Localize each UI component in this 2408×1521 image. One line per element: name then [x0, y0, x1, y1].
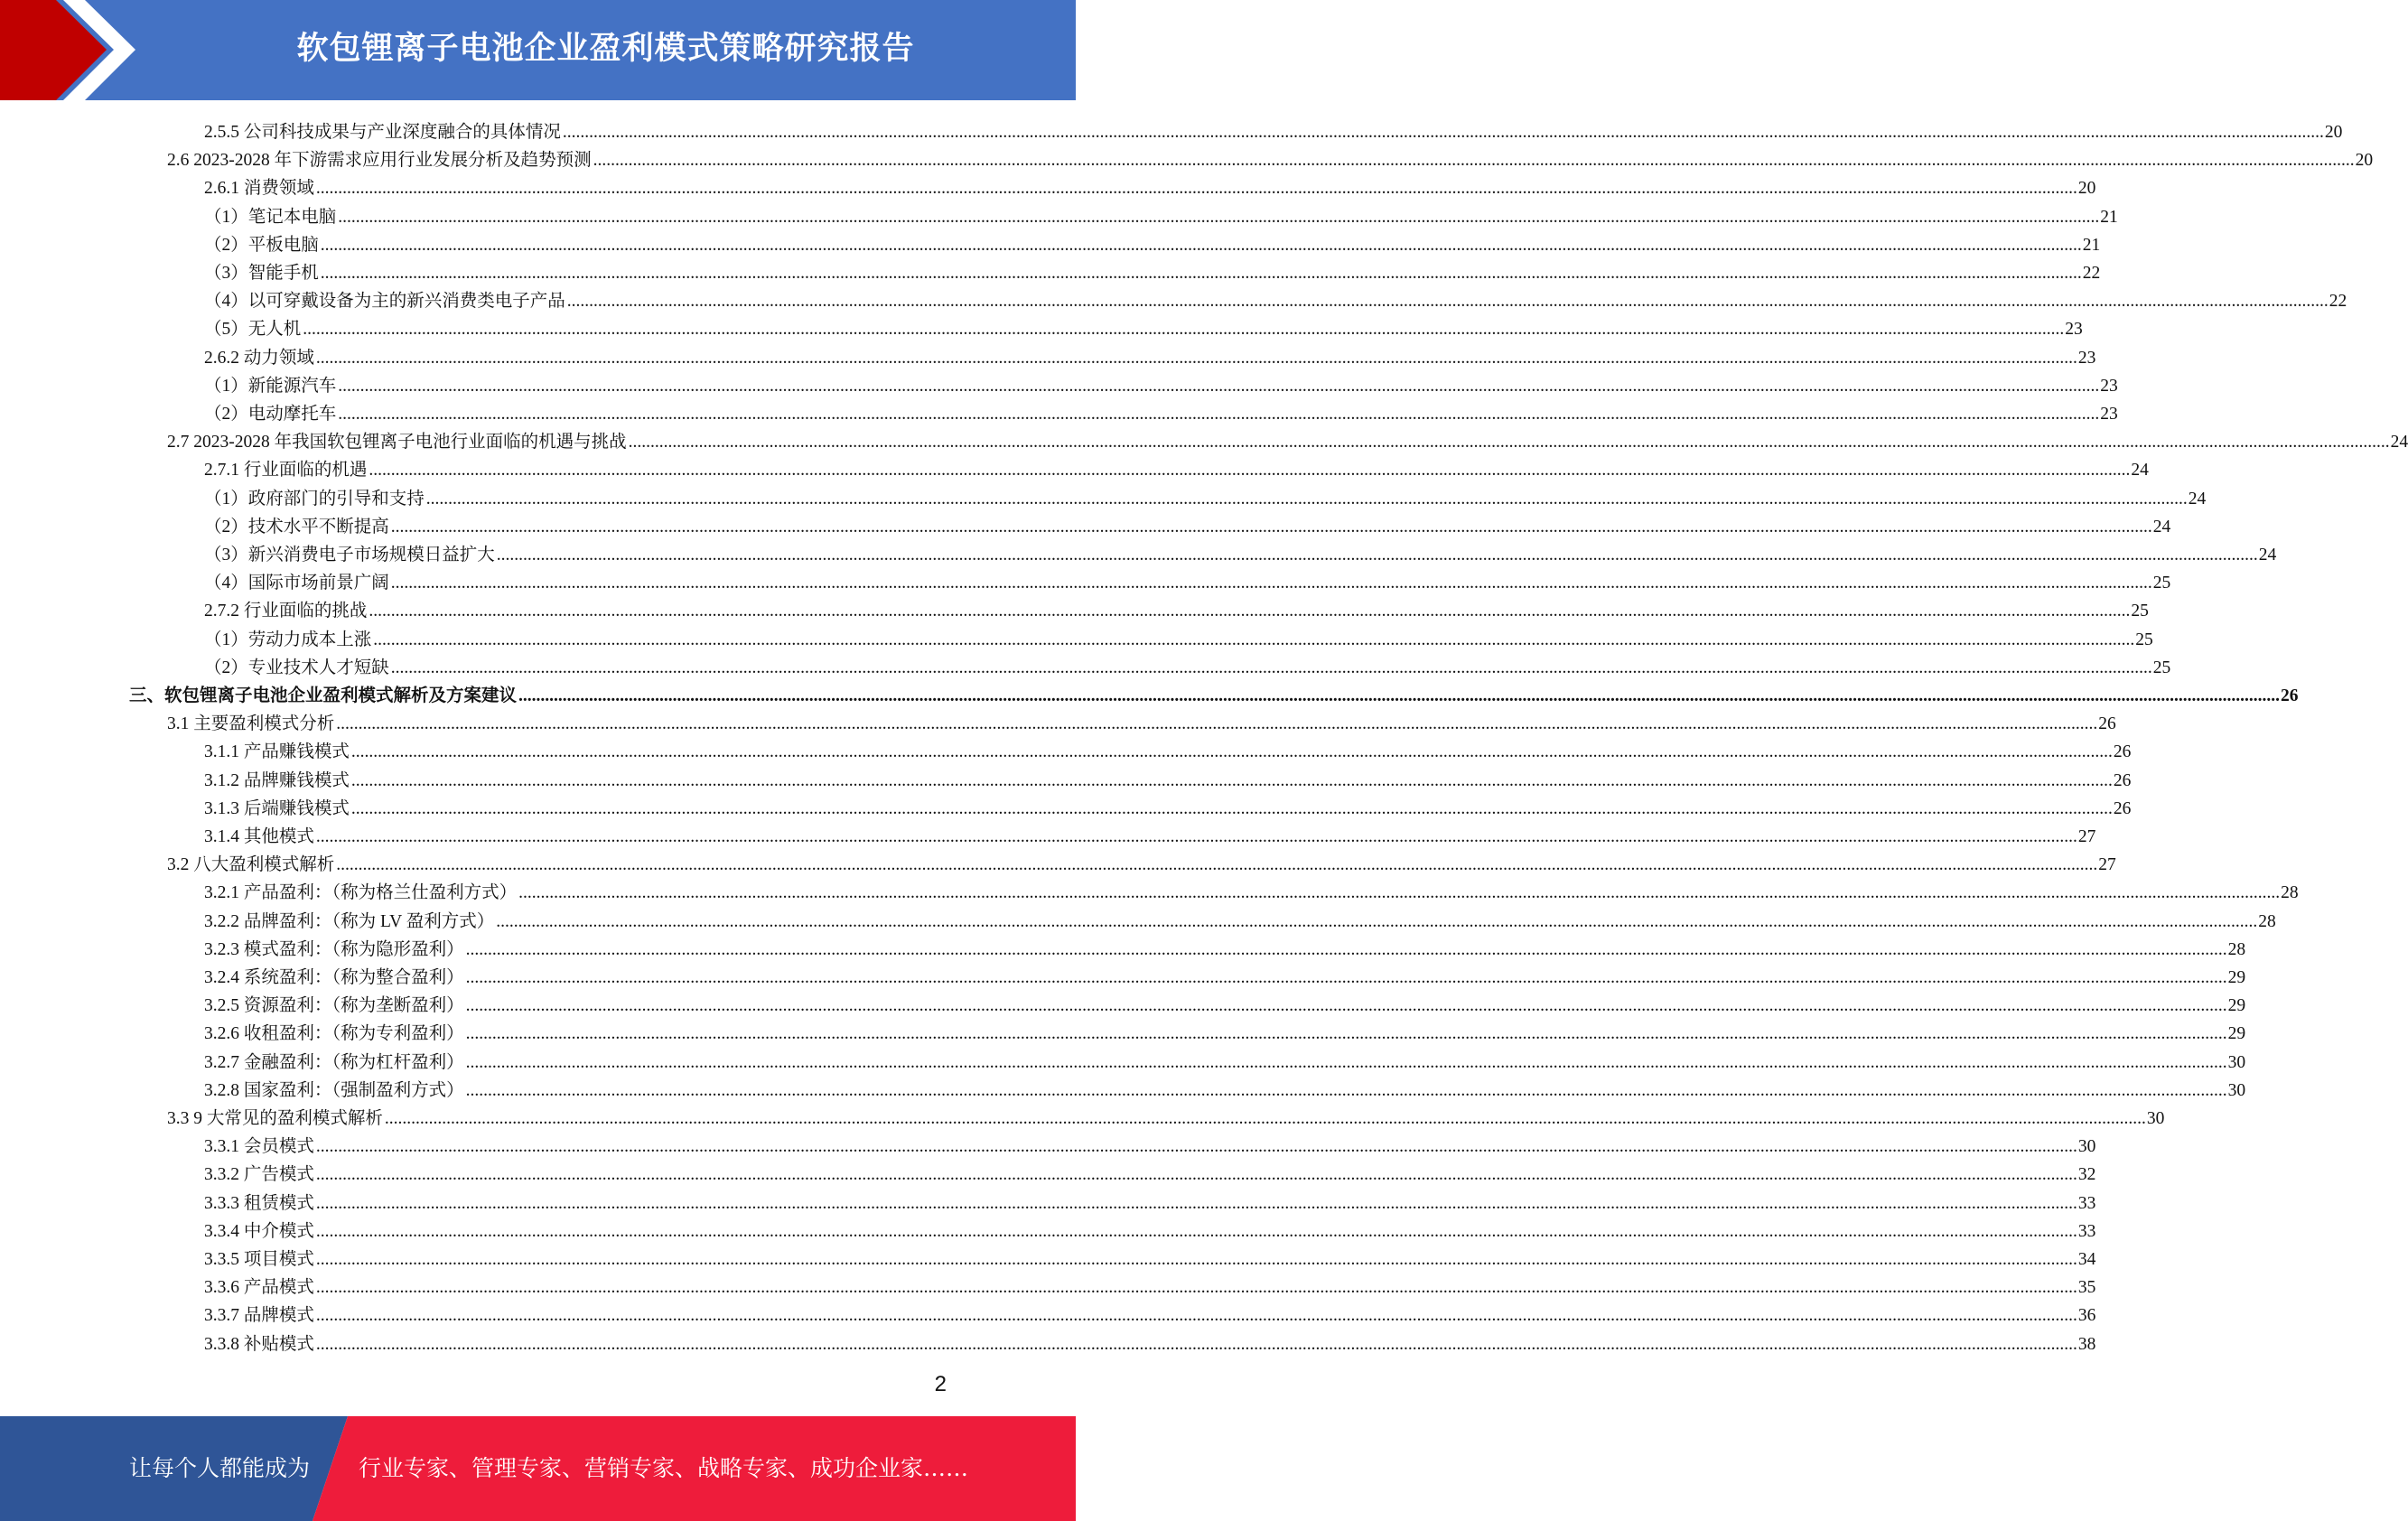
- toc-entry-title: 3.2.7 金融盈利：（称为杠杆盈利）: [204, 1052, 464, 1072]
- toc-leader-dots: ................................................................................................................................................................................................................................................................................................................................................................................................................: [562, 123, 2324, 142]
- toc-entry-title: 3.1 主要盈利模式分析: [167, 714, 335, 734]
- toc-entry[interactable]: [204, 538, 2277, 566]
- toc-entry-page: 26: [2098, 714, 2116, 734]
- toc-entry[interactable]: [204, 989, 2246, 1017]
- toc-leader-dots: ................................................................................................................................................................................................................................................................................................................................................................................................................: [338, 376, 2100, 396]
- toc-entry-title: 3.3.5 项目模式: [204, 1250, 314, 1269]
- toc-entry-title: 3.1.4 其他模式: [204, 827, 314, 846]
- toc-entry[interactable]: [204, 201, 2118, 229]
- toc-entry-page: 29: [2227, 968, 2246, 987]
- toc-entry-page: 33: [2077, 1193, 2096, 1213]
- toc-entry-page: 29: [2227, 1024, 2246, 1044]
- toc-entry-title: 3.2.1 产品盈利：（称为格兰仕盈利方式）: [204, 883, 518, 903]
- toc-entry-title: 3.2.3 模式盈利：（称为隐形盈利）: [204, 939, 464, 959]
- toc-entry[interactable]: [204, 623, 2153, 651]
- toc-entry[interactable]: [204, 116, 2343, 144]
- toc-entry[interactable]: [204, 764, 2132, 792]
- toc-leader-dots: ................................................................................................................................................................................................................................................................................................................................................................................................................: [315, 1334, 2077, 1354]
- page-header: [0, 0, 1076, 100]
- footer-slogan-right: 行业专家、管理专家、营销专家、战略专家、成功企业家……: [359, 1455, 969, 1481]
- toc-leader-dots: ................................................................................................................................................................................................................................................................................................................................................................................................................: [384, 1109, 2146, 1128]
- toc-entry-page: 24: [2258, 546, 2277, 565]
- toc-entry[interactable]: [204, 1243, 2096, 1271]
- toc-leader-dots: ................................................................................................................................................................................................................................................................................................................................................................................................................: [336, 855, 2098, 875]
- toc-entry-title: （4）国际市场前景广阔: [204, 574, 389, 593]
- toc-entry[interactable]: [167, 144, 2374, 172]
- toc-entry-page: 24: [2152, 517, 2171, 537]
- toc-leader-dots: ................................................................................................................................................................................................................................................................................................................................................................................................................: [593, 151, 2355, 171]
- toc-entry-page: 25: [2131, 602, 2149, 621]
- toc-entry[interactable]: [204, 961, 2246, 989]
- toc-entry-page: 23: [2065, 320, 2083, 340]
- toc-entry-title: 3.3.1 会员模式: [204, 1137, 314, 1157]
- toc-entry-title: （1）新能源汽车: [204, 376, 337, 396]
- toc-entry[interactable]: [204, 313, 2083, 341]
- toc-entry-page: 25: [2152, 574, 2171, 593]
- toc-leader-dots: ................................................................................................................................................................................................................................................................................................................................................................................................................: [315, 1193, 2077, 1213]
- toc-entry[interactable]: [204, 257, 2101, 285]
- toc-leader-dots: ................................................................................................................................................................................................................................................................................................................................................................................................................: [315, 1137, 2077, 1157]
- toc-leader-dots: ................................................................................................................................................................................................................................................................................................................................................................................................................: [518, 686, 2281, 705]
- toc-leader-dots: ................................................................................................................................................................................................................................................................................................................................................................................................................: [303, 320, 2065, 340]
- toc-leader-dots: ................................................................................................................................................................................................................................................................................................................................................................................................................: [465, 939, 2227, 959]
- toc-entry-title: 2.6 2023-2028 年下游需求应用行业发展分析及趋势预测: [167, 151, 592, 171]
- toc-entry[interactable]: [204, 285, 2347, 313]
- toc-entry-page: 36: [2077, 1306, 2096, 1326]
- toc-leader-dots: ................................................................................................................................................................................................................................................................................................................................................................................................................: [336, 714, 2098, 734]
- toc-leader-dots: ................................................................................................................................................................................................................................................................................................................................................................................................................: [518, 883, 2281, 903]
- toc-leader-dots: ................................................................................................................................................................................................................................................................................................................................................................................................................: [369, 461, 2131, 481]
- toc-entry-title: 3.3.7 品牌模式: [204, 1306, 314, 1326]
- toc-entry-page: 23: [2100, 405, 2118, 424]
- toc-leader-dots: ................................................................................................................................................................................................................................................................................................................................................................................................................: [315, 348, 2077, 368]
- toc-entry-title: （1）劳动力成本上涨: [204, 630, 372, 649]
- toc-entry[interactable]: [204, 1328, 2096, 1356]
- toc-entry[interactable]: [204, 792, 2132, 820]
- toc-entry[interactable]: [204, 1074, 2246, 1102]
- toc-entry[interactable]: [167, 1102, 2165, 1130]
- toc-entry-title: 2.6.1 消费领域: [204, 179, 314, 199]
- toc-entry[interactable]: [167, 425, 2408, 453]
- toc-leader-dots: ................................................................................................................................................................................................................................................................................................................................................................................................................: [320, 235, 2082, 255]
- document-title: 软包锂离子电池企业盈利模式策略研究报告: [296, 31, 915, 67]
- toc-entry-title: （4）以可穿戴设备为主的新兴消费类电子产品: [204, 292, 565, 312]
- toc-leader-dots: ................................................................................................................................................................................................................................................................................................................................................................................................................: [350, 770, 2113, 790]
- toc-entry-page: 28: [2227, 939, 2246, 959]
- toc-entry-title: 3.2.4 系统盈利：（称为整合盈利）: [204, 968, 464, 987]
- toc-leader-dots: ................................................................................................................................................................................................................................................................................................................................................................................................................: [315, 827, 2077, 846]
- toc-entry-page: 33: [2077, 1221, 2096, 1241]
- toc-entry-title: 3.3.8 补贴模式: [204, 1334, 314, 1354]
- toc-entry-title: （3）新兴消费电子市场规模日益扩大: [204, 546, 495, 565]
- toc-entry-page: 24: [2390, 433, 2408, 453]
- toc-entry[interactable]: [129, 679, 2299, 707]
- toc-entry-title: 3.1.2 品牌赚钱模式: [204, 770, 350, 790]
- toc-entry-page: 20: [2077, 179, 2096, 199]
- toc-entry-title: 3.2.8 国家盈利：（强制盈利方式）: [204, 1080, 464, 1100]
- toc-entry[interactable]: [204, 453, 2149, 481]
- toc-entry[interactable]: [204, 369, 2118, 397]
- toc-leader-dots: ................................................................................................................................................................................................................................................................................................................................................................................................................: [315, 1306, 2077, 1326]
- toc-entry-title: 3.2 八大盈利模式解析: [167, 855, 335, 875]
- toc-entry[interactable]: [167, 848, 2116, 876]
- toc-entry[interactable]: [204, 172, 2096, 200]
- toc-entry-title: 2.7 2023-2028 年我国软包锂离子电池行业面临的机遇与挑战: [167, 433, 627, 453]
- toc-leader-dots: ................................................................................................................................................................................................................................................................................................................................................................................................................: [465, 1080, 2227, 1100]
- toc-entry-title: 3.3 9 大常见的盈利模式解析: [167, 1109, 383, 1128]
- toc-entry-title: 3.3.3 租赁模式: [204, 1193, 314, 1213]
- toc-entry-title: 2.7.2 行业面临的挑战: [204, 602, 368, 621]
- toc-entry-page: 34: [2077, 1250, 2096, 1269]
- page-number: 2: [934, 1372, 947, 1396]
- toc-entry-page: 25: [2152, 658, 2171, 677]
- toc-entry[interactable]: [204, 1158, 2096, 1186]
- toc-entry-title: 3.3.6 产品模式: [204, 1278, 314, 1298]
- toc-entry-title: （3）智能手机: [204, 264, 319, 283]
- toc-entry-title: 三、软包锂离子电池企业盈利模式解析及方案建议: [129, 686, 518, 705]
- toc-leader-dots: ................................................................................................................................................................................................................................................................................................................................................................................................................: [350, 742, 2113, 762]
- toc-entry[interactable]: [204, 482, 2207, 510]
- toc-entry[interactable]: [167, 707, 2116, 735]
- toc-entry-title: （1）笔记本电脑: [204, 207, 337, 227]
- toc-entry-title: 3.2.5 资源盈利：（称为垄断盈利）: [204, 996, 464, 1016]
- toc-entry-title: 3.1.3 后端赚钱模式: [204, 798, 350, 818]
- toc-entry-page: 26: [2113, 798, 2132, 818]
- toc-entry-title: 3.2.6 收租盈利：（称为专利盈利）: [204, 1024, 464, 1044]
- toc-entry-page: 25: [2135, 630, 2153, 649]
- toc-leader-dots: ................................................................................................................................................................................................................................................................................................................................................................................................................: [496, 546, 2258, 565]
- toc-leader-dots: ................................................................................................................................................................................................................................................................................................................................................................................................................: [390, 517, 2152, 537]
- toc-entry[interactable]: [204, 594, 2149, 622]
- toc-entry[interactable]: [204, 933, 2246, 961]
- toc-entry[interactable]: [204, 1187, 2096, 1215]
- toc-entry-page: 24: [2188, 489, 2207, 509]
- toc-entry-page: 29: [2227, 996, 2246, 1016]
- toc-entry[interactable]: [204, 735, 2132, 763]
- toc-entry-page: 26: [2281, 686, 2299, 705]
- toc-leader-dots: ................................................................................................................................................................................................................................................................................................................................................................................................................: [465, 996, 2227, 1016]
- toc-entry-title: 3.3.4 中介模式: [204, 1221, 314, 1241]
- toc-entry-page: 30: [2077, 1137, 2096, 1157]
- toc-entry[interactable]: [204, 1299, 2096, 1327]
- toc-entry[interactable]: [204, 905, 2276, 933]
- toc-leader-dots: ................................................................................................................................................................................................................................................................................................................................................................................................................: [390, 574, 2152, 593]
- toc-entry[interactable]: [204, 229, 2101, 257]
- toc-entry-page: 22: [2329, 292, 2347, 312]
- toc-entry-page: 27: [2077, 827, 2096, 846]
- toc-leader-dots: ................................................................................................................................................................................................................................................................................................................................................................................................................: [373, 630, 2135, 649]
- toc-leader-dots: ................................................................................................................................................................................................................................................................................................................................................................................................................: [315, 1165, 2077, 1185]
- toc-entry-page: 24: [2131, 461, 2149, 481]
- page-footer: [0, 1416, 1076, 1521]
- toc-entry-title: （2）技术水平不断提高: [204, 517, 389, 537]
- toc-entry-page: 30: [2146, 1109, 2165, 1128]
- toc-leader-dots: ................................................................................................................................................................................................................................................................................................................................................................................................................: [315, 1221, 2077, 1241]
- toc-entry-title: （2）专业技术人才短缺: [204, 658, 389, 677]
- toc-entry-page: 38: [2077, 1334, 2096, 1354]
- toc-leader-dots: ................................................................................................................................................................................................................................................................................................................................................................................................................: [320, 264, 2082, 283]
- toc-entry-title: 2.6.2 动力领域: [204, 348, 314, 368]
- toc-leader-dots: ................................................................................................................................................................................................................................................................................................................................................................................................................: [465, 968, 2227, 987]
- toc-entry[interactable]: [204, 1130, 2096, 1158]
- toc-entry-page: 21: [2082, 235, 2101, 255]
- toc-entry-page: 35: [2077, 1278, 2096, 1298]
- toc-entry[interactable]: [204, 1017, 2246, 1045]
- toc-leader-dots: ................................................................................................................................................................................................................................................................................................................................................................................................................: [390, 658, 2152, 677]
- toc-leader-dots: ................................................................................................................................................................................................................................................................................................................................................................................................................: [465, 1052, 2227, 1072]
- toc-leader-dots: ................................................................................................................................................................................................................................................................................................................................................................................................................: [315, 179, 2077, 199]
- toc-leader-dots: ................................................................................................................................................................................................................................................................................................................................................................................................................: [315, 1250, 2077, 1269]
- toc-entry-page: 20: [2355, 151, 2374, 171]
- toc-entry-page: 28: [2281, 883, 2299, 903]
- toc-entry-title: 3.2.2 品牌盈利：（称为 LV 盈利方式）: [204, 911, 495, 931]
- toc-entry[interactable]: [204, 510, 2171, 538]
- toc-entry-page: 30: [2227, 1080, 2246, 1100]
- toc-entry-page: 32: [2077, 1165, 2096, 1185]
- toc-entry-title: （2）电动摩托车: [204, 405, 337, 424]
- toc-entry-page: 30: [2227, 1052, 2246, 1072]
- toc-entry[interactable]: [204, 341, 2096, 369]
- toc-leader-dots: ................................................................................................................................................................................................................................................................................................................................................................................................................: [338, 207, 2100, 227]
- toc-entry-page: 27: [2098, 855, 2116, 875]
- toc-entry-page: 26: [2113, 770, 2132, 790]
- toc-entry-page: 23: [2100, 376, 2118, 396]
- toc-entry-title: 2.5.5 公司科技成果与产业深度融合的具体情况: [204, 123, 561, 142]
- toc-leader-dots: ................................................................................................................................................................................................................................................................................................................................................................................................................: [338, 405, 2100, 424]
- footer-slogan-left: 让每个人都能成为: [129, 1455, 311, 1481]
- toc-entry-page: 21: [2100, 207, 2118, 227]
- toc-entry[interactable]: [204, 566, 2171, 594]
- toc-entry-title: （2）平板电脑: [204, 235, 319, 255]
- toc-entry[interactable]: [204, 820, 2096, 848]
- toc-leader-dots: ................................................................................................................................................................................................................................................................................................................................................................................................................: [496, 911, 2258, 931]
- toc-entry[interactable]: [204, 1271, 2096, 1299]
- toc-entry-title: 3.1.1 产品赚钱模式: [204, 742, 350, 762]
- toc-entry[interactable]: [204, 876, 2299, 904]
- toc-entry-page: 23: [2077, 348, 2096, 368]
- toc-entry-title: （5）无人机: [204, 320, 302, 340]
- toc-leader-dots: ................................................................................................................................................................................................................................................................................................................................................................................................................: [369, 602, 2131, 621]
- toc-leader-dots: ................................................................................................................................................................................................................................................................................................................................................................................................................: [315, 1278, 2077, 1298]
- toc-entry-page: 20: [2324, 123, 2343, 142]
- toc-leader-dots: ................................................................................................................................................................................................................................................................................................................................................................................................................: [425, 489, 2188, 509]
- toc-entry-page: 28: [2258, 911, 2276, 931]
- toc-entry-title: 3.3.2 广告模式: [204, 1165, 314, 1185]
- toc-leader-dots: ................................................................................................................................................................................................................................................................................................................................................................................................................: [628, 433, 2390, 453]
- toc-entry[interactable]: [204, 1215, 2096, 1243]
- toc-entry[interactable]: [204, 397, 2118, 425]
- toc-leader-dots: ................................................................................................................................................................................................................................................................................................................................................................................................................: [566, 292, 2329, 312]
- toc-entry-page: 26: [2113, 742, 2132, 762]
- toc-entry-page: 22: [2082, 264, 2101, 283]
- toc-entry-title: （1）政府部门的引导和支持: [204, 489, 425, 509]
- toc-entry[interactable]: [204, 1046, 2246, 1074]
- toc-leader-dots: ................................................................................................................................................................................................................................................................................................................................................................................................................: [350, 798, 2113, 818]
- toc-entry[interactable]: [204, 651, 2171, 679]
- toc-leader-dots: ................................................................................................................................................................................................................................................................................................................................................................................................................: [465, 1024, 2227, 1044]
- toc-entry-title: 2.7.1 行业面临的机遇: [204, 461, 368, 481]
